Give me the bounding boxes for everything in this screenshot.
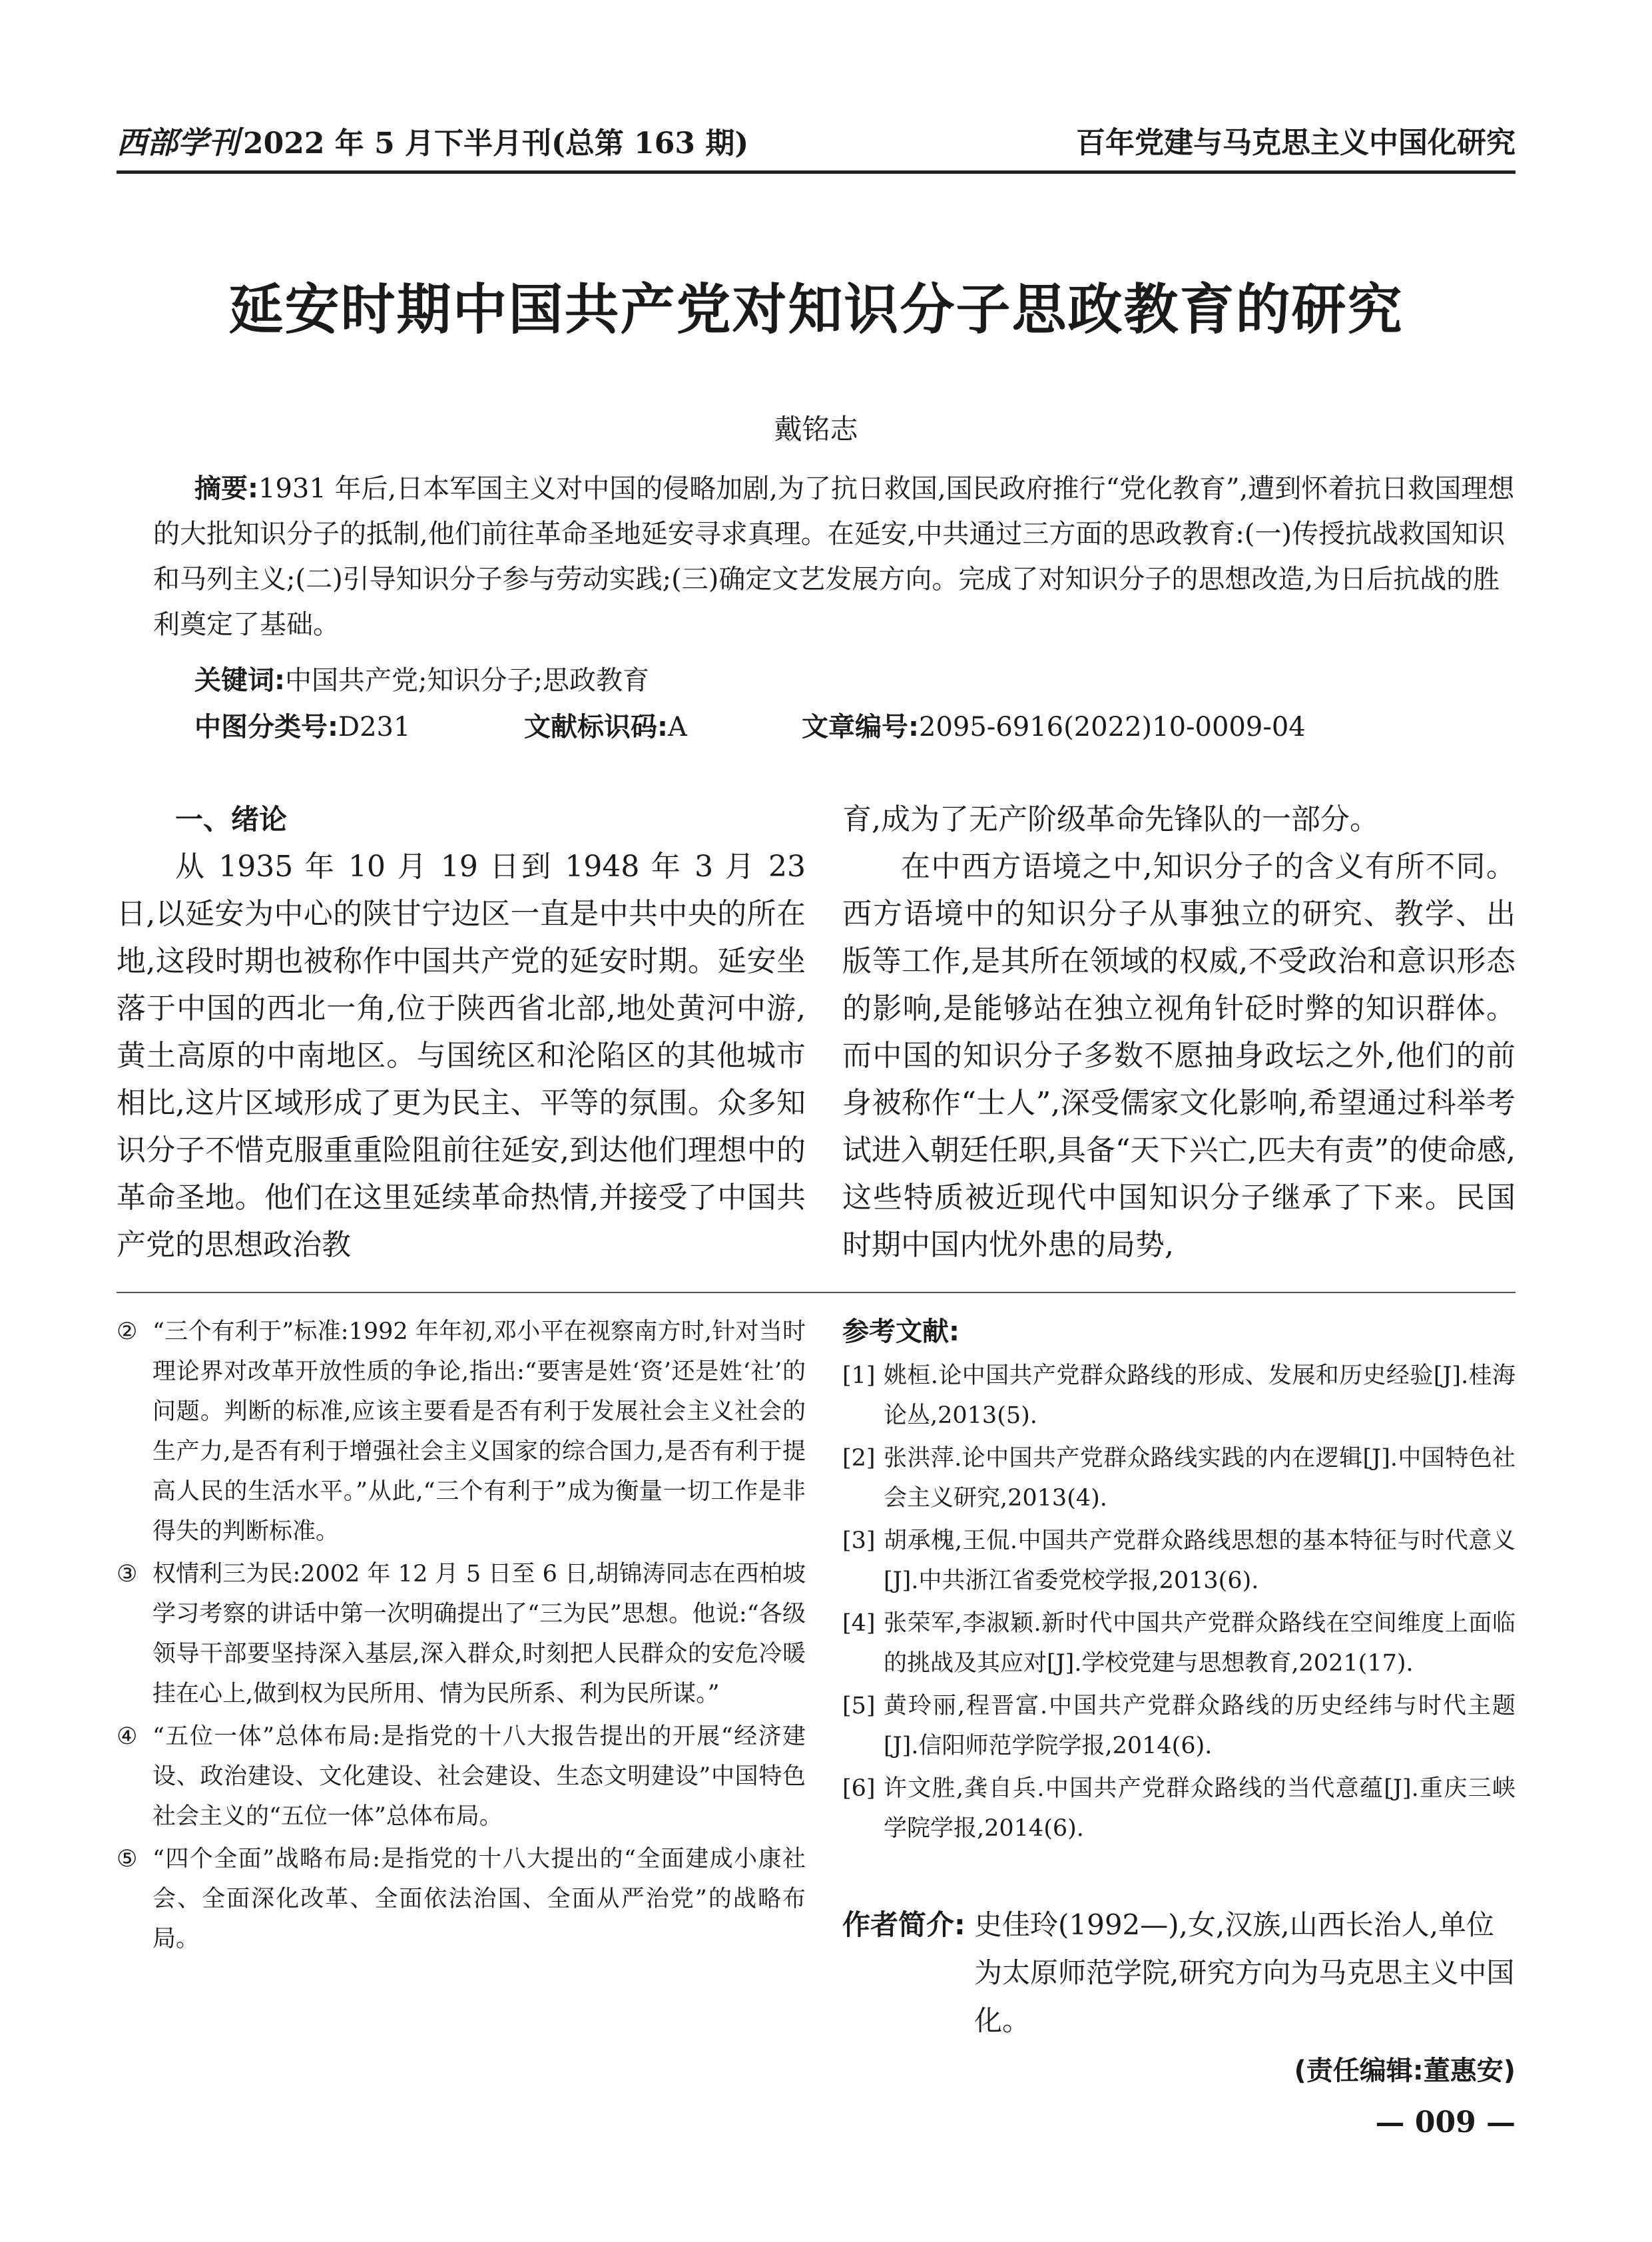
footnote-number: ④ xyxy=(117,1723,138,1750)
footnote-text: “三个有利于”标准:1992 年年初,邓小平在视察南方时,针对当时理论界对改革开放性质的争论,指出:“要害是姓‘资’还是姓‘社’的问题。判断的标准,应该主要看是否有利于发展社会主义社会的生产力,是否有利于增强社会主义国家的综合国力,是否有利于提高人民的生活水平。”从此,“三个有利于”成为衡量一切工作是非得失的判断标准。 xyxy=(152,1318,806,1545)
body-column-left xyxy=(117,796,806,1268)
reference-text: 许文胜,龚自兵.中国共产党群众路线的当代意蕴[J].重庆三峡学院学报,2014(6). xyxy=(884,1775,1515,1842)
author-bio xyxy=(842,1901,1515,2045)
footnote xyxy=(117,1839,806,1959)
header-section: 百年党建与马克思主义中国化研究 xyxy=(1076,126,1515,160)
reference-item xyxy=(842,1686,1515,1766)
section-divider xyxy=(117,1292,1515,1293)
keywords xyxy=(194,659,649,697)
footnote xyxy=(117,1312,806,1551)
reference-item xyxy=(842,1521,1515,1601)
reference-number: [2] xyxy=(842,1445,876,1472)
footnote-text: “五位一体”总体布局:是指党的十八大报告提出的开展“经济建设、政治建设、文化建设、社会建设、生态文明建设”中国特色社会主义的“五位一体”总体布局。 xyxy=(152,1723,806,1830)
keywords-label: 关键词: xyxy=(194,665,285,696)
clc-label: 中图分类号: xyxy=(194,712,338,742)
references-heading: 参考文献: xyxy=(842,1316,960,1347)
body-paragraph: 在中西方语境之中,知识分子的含义有所不同。西方语境中的知识分子从事独立的研究、教学、出版等工作,是其所在领域的权威,不受政治和意识形态的影响,是能够站在独立视角针砭时弊的知识群体。而中国的知识分子多数不愿抽身政坛之外,他们的前身被称作“士人”,深受儒家文化影响,希望通过科举考试进入朝廷任职,具备“天下兴亡,匹夫有责”的使命感,这些特质被近现代中国知识分子继承了下来。民国时期中国内忧外患的局势, xyxy=(842,850,1515,1262)
reference-text: 姚桓.论中国共产党群众路线的形成、发展和历史经验[J].桂海论丛,2013(5). xyxy=(884,1362,1515,1429)
reference-number: [6] xyxy=(842,1775,876,1802)
reference-item xyxy=(842,1438,1515,1518)
reference-text: 张荣军,李淑颖.新时代中国共产党群众路线在空间维度上面临的挑战及其应对[J].学校党建与思想教育,2021(17). xyxy=(884,1610,1515,1677)
reference-text: 张洪萍.论中国共产党群众路线实践的内在逻辑[J].中国特色社会主义研究,2013(4). xyxy=(884,1445,1515,1512)
responsible-editor: (责任编辑:董惠安) xyxy=(1294,2056,1515,2086)
abstract-label: 摘要: xyxy=(194,473,258,504)
keywords-text: 中国共产党;知识分子;思政教育 xyxy=(285,665,649,696)
reference-item xyxy=(842,1603,1515,1683)
references xyxy=(842,1312,1515,1851)
footnotes xyxy=(117,1312,806,1962)
footnote-number: ③ xyxy=(117,1561,138,1587)
footnote xyxy=(117,1554,806,1714)
doc-label: 文献标识码: xyxy=(524,712,668,742)
clc-number xyxy=(194,706,410,744)
doc-value: A xyxy=(668,712,687,742)
footnote-text: 权情利三为民:2002 年 12 月 5 日至 6 日,胡锦涛同志在西柏坡学习考察的讲话中第一次明确提出了“三为民”思想。他说:“各级领导干部要坚持深入基层,深入群众,时刻把人民群众的安危冷暖挂在心上,做到权为民所用、情为民所系、利为民所谋。” xyxy=(152,1561,806,1707)
issue-info: 2022 年 5 月下半月刊(总第 163 期) xyxy=(243,127,749,160)
footnote-text: “四个全面”战略布局:是指党的十八大提出的“全面建成小康社会、全面深化改革、全面依法治国、全面从严治党”的战略布局。 xyxy=(152,1846,806,1952)
reference-number: [4] xyxy=(842,1610,876,1637)
reference-item xyxy=(842,1769,1515,1848)
clc-value: D231 xyxy=(338,712,411,742)
footnote-number: ⑤ xyxy=(117,1846,138,1872)
journal-logo: 西部学刊 xyxy=(117,125,239,160)
author-bio-text: 史佳玲(1992—),女,汉族,山西长治人,单位为太原师范学院,研究方向为马克思主义中国化。 xyxy=(974,1908,1515,2037)
running-header xyxy=(117,113,1515,166)
doc-code xyxy=(524,706,687,744)
abstract xyxy=(153,466,1515,647)
footnote-number: ② xyxy=(117,1318,138,1345)
page-number: — 009 — xyxy=(1375,2105,1515,2139)
body-paragraph-continued: 育,成为了无产阶级革命先锋队的一部分。 xyxy=(842,802,1379,836)
reference-number: [1] xyxy=(842,1362,876,1389)
article-value: 2095-6916(2022)10-0009-04 xyxy=(919,712,1306,742)
article-author: 戴铭志 xyxy=(774,413,858,445)
body-paragraph: 从 1935 年 10 月 19 日到 1948 年 3 月 23 日,以延安为中心的陕甘宁边区一直是中共中央的所在地,这段时期也被称作中国共产党的延安时期。延安坐落于中国的西北一角,位于陕西省北部,地处黄河中游,黄土高原的中南地区。与国统区和沦陷区的其他城市相比,这片区域形成了更为民主、平等的氛围。众多知识分子不惜克服重重险阻前往延安,到达他们理想中的革命圣地。他们在这里延续革命热情,并接受了中国共产党的思想政治教 xyxy=(117,850,806,1262)
reference-number: [3] xyxy=(842,1528,876,1554)
article-number xyxy=(802,706,1306,744)
abstract-text: 1931 年后,日本军国主义对中国的侵略加剧,为了抗日救国,国民政府推行“党化教育”,遭到怀着抗日救国理想的大批知识分子的抵制,他们前往革命圣地延安寻求真理。在延安,中共通过三方面的思政教育:(一)传授抗战救国知识和马列主义;(二)引导知识分子参与劳动实践;(三)确定文艺发展方向。完成了对知识分子的思想改造,为日后抗战的胜利奠定了基础。 xyxy=(153,473,1515,640)
author-bio-label: 作者简介: xyxy=(842,1908,965,1941)
header-rule xyxy=(117,170,1515,174)
reference-number: [5] xyxy=(842,1693,876,1719)
article-label: 文章编号: xyxy=(802,712,919,742)
section-heading: 一、绪论 xyxy=(175,803,288,836)
article-title: 延安时期中国共产党对知识分子思政教育的研究 xyxy=(228,278,1404,342)
reference-item xyxy=(842,1356,1515,1436)
reference-text: 胡承槐,王侃.中国共产党群众路线思想的基本特征与时代意义[J].中共浙江省委党校学报,2013(6). xyxy=(884,1528,1515,1594)
footnote xyxy=(117,1717,806,1836)
reference-text: 黄玲丽,程晋富.中国共产党群众路线的历史经纬与时代主题[J].信阳师范学院学报,2014(6). xyxy=(884,1693,1515,1759)
header-issue xyxy=(117,119,748,162)
body-column-right xyxy=(842,796,1515,1268)
